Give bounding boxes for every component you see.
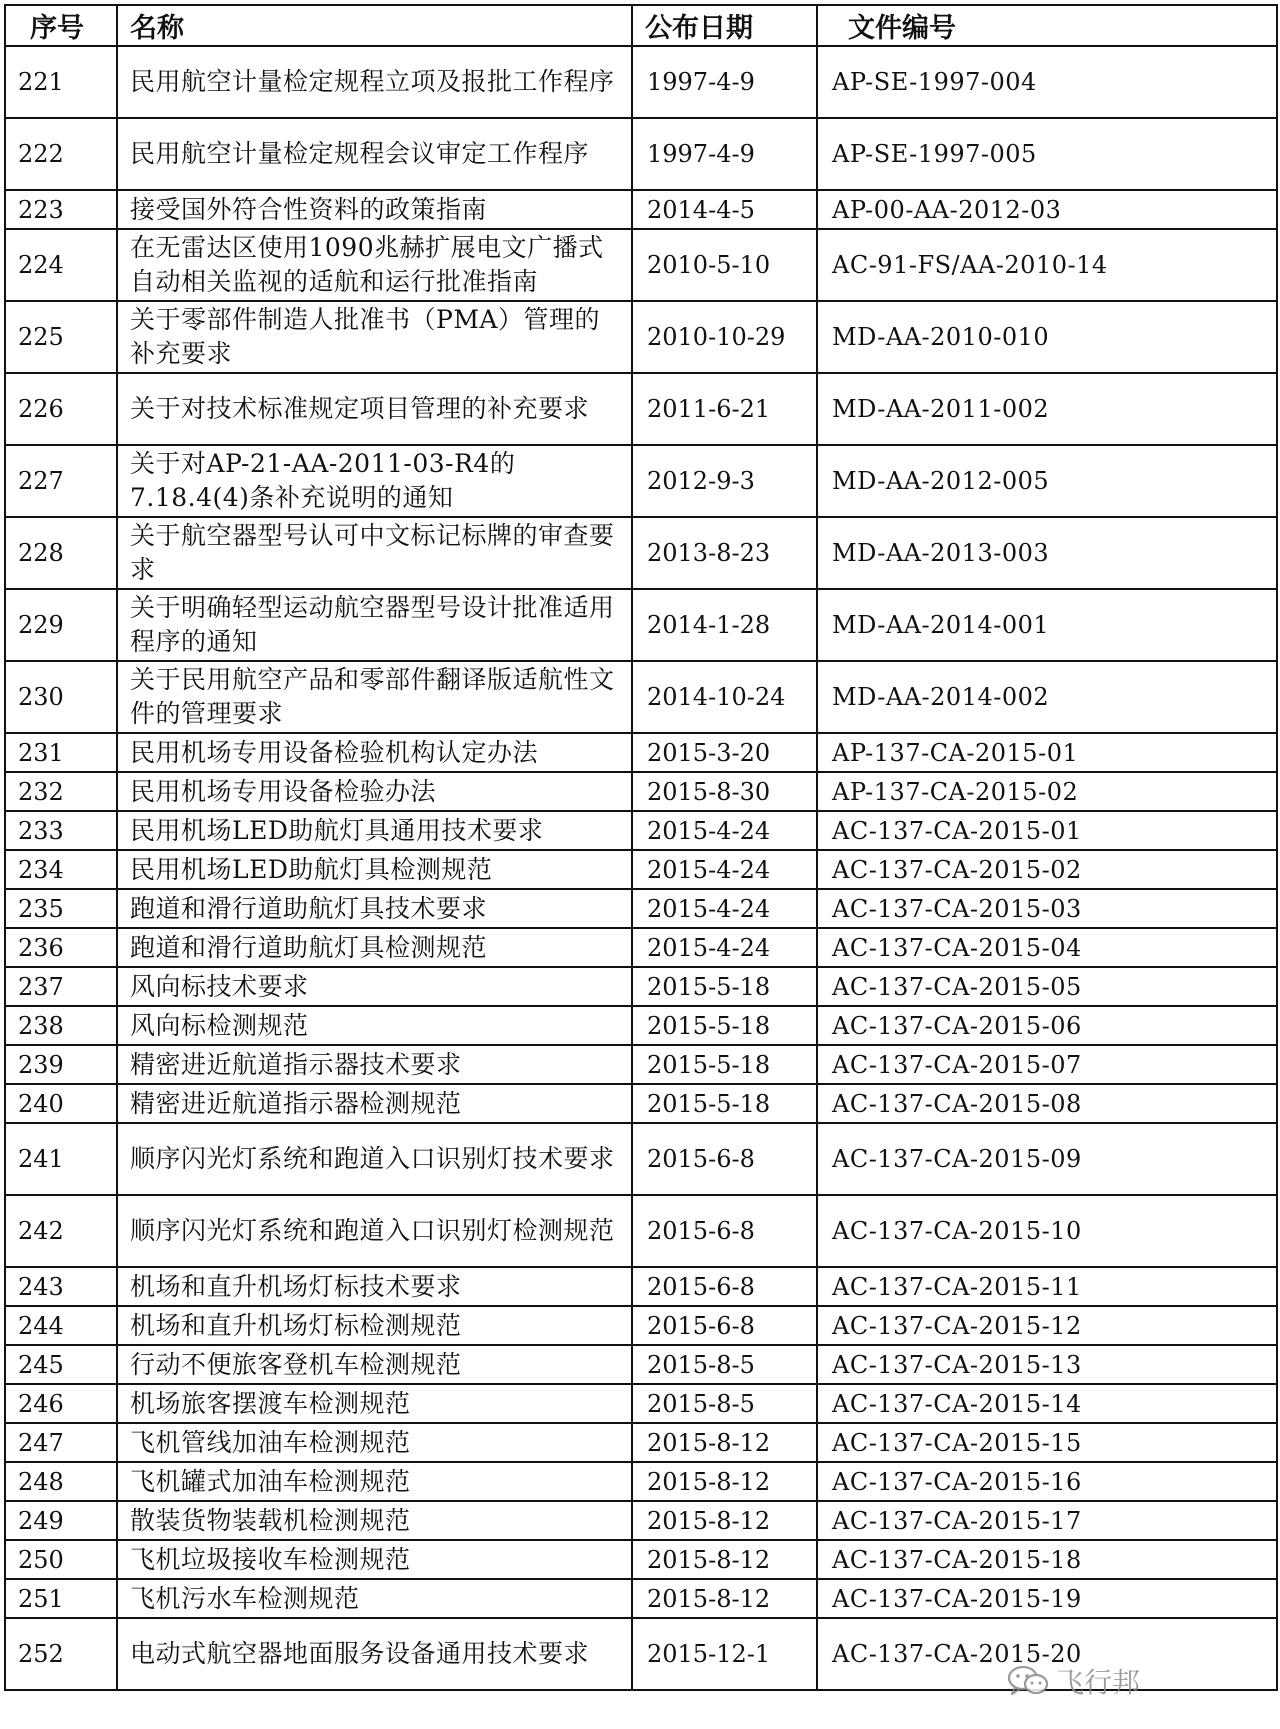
cell-name: 民用航空计量检定规程会议审定工作程序 <box>117 118 632 190</box>
watermark <box>1006 1661 1140 1701</box>
cell-name: 机场和直升机场灯标技术要求 <box>117 1267 632 1306</box>
table-row <box>5 967 1277 1006</box>
cell-serial-number: 230 <box>5 661 117 733</box>
cell-publish-date: 2012-9-3 <box>632 445 817 517</box>
cell-serial-number: 235 <box>5 889 117 928</box>
cell-name: 机场旅客摆渡车检测规范 <box>117 1384 632 1423</box>
cell-serial-number: 233 <box>5 811 117 850</box>
cell-document-number: AP-SE-1997-005 <box>817 118 1277 190</box>
table-row <box>5 889 1277 928</box>
header-name: 名称 <box>117 5 632 46</box>
table-row <box>5 1195 1277 1267</box>
cell-serial-number: 251 <box>5 1579 117 1618</box>
table-body <box>5 46 1277 1690</box>
table-row <box>5 1540 1277 1579</box>
cell-name: 风向标技术要求 <box>117 967 632 1006</box>
cell-name: 关于民用航空产品和零部件翻译版适航性文件的管理要求 <box>117 661 632 733</box>
cell-name: 民用航空计量检定规程立项及报批工作程序 <box>117 46 632 118</box>
cell-serial-number: 238 <box>5 1006 117 1045</box>
cell-serial-number: 228 <box>5 517 117 589</box>
cell-publish-date: 2015-4-24 <box>632 889 817 928</box>
table-row <box>5 517 1277 589</box>
cell-name: 关于航空器型号认可中文标记标牌的审查要求 <box>117 517 632 589</box>
cell-document-number: AC-137-CA-2015-08 <box>817 1084 1277 1123</box>
table-row <box>5 589 1277 661</box>
cell-name: 在无雷达区使用1090兆赫扩展电文广播式自动相关监视的适航和运行批准指南 <box>117 229 632 301</box>
cell-document-number: AC-137-CA-2015-10 <box>817 1195 1277 1267</box>
cell-publish-date: 2013-8-23 <box>632 517 817 589</box>
cell-document-number: AC-137-CA-2015-14 <box>817 1384 1277 1423</box>
cell-publish-date: 2015-12-1 <box>632 1618 817 1690</box>
cell-document-number: AP-137-CA-2015-02 <box>817 772 1277 811</box>
cell-document-number: MD-AA-2013-003 <box>817 517 1277 589</box>
cell-publish-date: 2015-8-12 <box>632 1540 817 1579</box>
cell-name: 顺序闪光灯系统和跑道入口识别灯检测规范 <box>117 1195 632 1267</box>
cell-document-number: AC-137-CA-2015-09 <box>817 1123 1277 1195</box>
cell-document-number: AC-137-CA-2015-18 <box>817 1540 1277 1579</box>
cell-name: 民用机场LED助航灯具通用技术要求 <box>117 811 632 850</box>
cell-publish-date: 2015-8-5 <box>632 1384 817 1423</box>
cell-name: 飞机管线加油车检测规范 <box>117 1423 632 1462</box>
cell-publish-date: 2015-8-30 <box>632 772 817 811</box>
cell-serial-number: 225 <box>5 301 117 373</box>
cell-serial-number: 236 <box>5 928 117 967</box>
table-row <box>5 850 1277 889</box>
cell-name: 精密进近航道指示器检测规范 <box>117 1084 632 1123</box>
table-row <box>5 928 1277 967</box>
cell-name: 关于对技术标准规定项目管理的补充要求 <box>117 373 632 445</box>
cell-serial-number: 249 <box>5 1501 117 1540</box>
table-row <box>5 1123 1277 1195</box>
header-serial-number: 序号 <box>5 5 117 46</box>
cell-serial-number: 241 <box>5 1123 117 1195</box>
cell-document-number: AC-137-CA-2015-01 <box>817 811 1277 850</box>
cell-publish-date: 2015-8-12 <box>632 1579 817 1618</box>
cell-document-number: AP-00-AA-2012-03 <box>817 190 1277 229</box>
cell-publish-date: 2015-5-18 <box>632 967 817 1006</box>
wechat-chat-bubble-icon <box>1006 1663 1050 1699</box>
cell-name: 风向标检测规范 <box>117 1006 632 1045</box>
document-page <box>4 4 1276 1691</box>
cell-document-number: AC-137-CA-2015-17 <box>817 1501 1277 1540</box>
cell-serial-number: 237 <box>5 967 117 1006</box>
cell-document-number: AC-137-CA-2015-07 <box>817 1045 1277 1084</box>
cell-publish-date: 2015-4-24 <box>632 928 817 967</box>
table-row <box>5 373 1277 445</box>
cell-name: 散装货物装载机检测规范 <box>117 1501 632 1540</box>
cell-name: 行动不便旅客登机车检测规范 <box>117 1345 632 1384</box>
table-row <box>5 1306 1277 1345</box>
cell-serial-number: 243 <box>5 1267 117 1306</box>
cell-publish-date: 1997-4-9 <box>632 46 817 118</box>
cell-document-number: AC-91-FS/AA-2010-14 <box>817 229 1277 301</box>
cell-document-number: AC-137-CA-2015-19 <box>817 1579 1277 1618</box>
cell-publish-date: 2015-8-12 <box>632 1462 817 1501</box>
cell-publish-date: 2015-6-8 <box>632 1195 817 1267</box>
cell-name: 飞机罐式加油车检测规范 <box>117 1462 632 1501</box>
cell-publish-date: 2015-5-18 <box>632 1084 817 1123</box>
table-row <box>5 1579 1277 1618</box>
table-row <box>5 772 1277 811</box>
cell-publish-date: 2011-6-21 <box>632 373 817 445</box>
table-row <box>5 301 1277 373</box>
cell-publish-date: 2010-10-29 <box>632 301 817 373</box>
table-row <box>5 1045 1277 1084</box>
cell-serial-number: 234 <box>5 850 117 889</box>
cell-serial-number: 242 <box>5 1195 117 1267</box>
cell-name: 电动式航空器地面服务设备通用技术要求 <box>117 1618 632 1690</box>
cell-name: 接受国外符合性资料的政策指南 <box>117 190 632 229</box>
cell-serial-number: 229 <box>5 589 117 661</box>
header-row <box>5 5 1277 46</box>
regulations-table <box>4 4 1278 1691</box>
cell-name: 飞机污水车检测规范 <box>117 1579 632 1618</box>
cell-publish-date: 1997-4-9 <box>632 118 817 190</box>
table-row <box>5 1462 1277 1501</box>
cell-publish-date: 2014-10-24 <box>632 661 817 733</box>
cell-serial-number: 248 <box>5 1462 117 1501</box>
cell-document-number: AC-137-CA-2015-05 <box>817 967 1277 1006</box>
cell-publish-date: 2015-8-12 <box>632 1423 817 1462</box>
header-publish-date: 公布日期 <box>632 5 817 46</box>
cell-publish-date: 2015-8-5 <box>632 1345 817 1384</box>
table-row <box>5 229 1277 301</box>
cell-serial-number: 239 <box>5 1045 117 1084</box>
cell-publish-date: 2010-5-10 <box>632 229 817 301</box>
cell-serial-number: 252 <box>5 1618 117 1690</box>
cell-serial-number: 222 <box>5 118 117 190</box>
cell-publish-date: 2015-4-24 <box>632 811 817 850</box>
cell-serial-number: 247 <box>5 1423 117 1462</box>
cell-publish-date: 2015-8-12 <box>632 1501 817 1540</box>
cell-serial-number: 240 <box>5 1084 117 1123</box>
cell-name: 跑道和滑行道助航灯具技术要求 <box>117 889 632 928</box>
cell-serial-number: 231 <box>5 733 117 772</box>
cell-serial-number: 232 <box>5 772 117 811</box>
table-row <box>5 1345 1277 1384</box>
cell-document-number: AC-137-CA-2015-02 <box>817 850 1277 889</box>
cell-publish-date: 2014-1-28 <box>632 589 817 661</box>
cell-name: 民用机场专用设备检验办法 <box>117 772 632 811</box>
cell-publish-date: 2015-5-18 <box>632 1045 817 1084</box>
cell-document-number: MD-AA-2012-005 <box>817 445 1277 517</box>
cell-publish-date: 2014-4-5 <box>632 190 817 229</box>
table-row <box>5 1267 1277 1306</box>
cell-name: 关于明确轻型运动航空器型号设计批准适用程序的通知 <box>117 589 632 661</box>
cell-publish-date: 2015-6-8 <box>632 1123 817 1195</box>
cell-name: 跑道和滑行道助航灯具检测规范 <box>117 928 632 967</box>
header-document-number: 文件编号 <box>817 5 1277 46</box>
cell-serial-number: 244 <box>5 1306 117 1345</box>
table-row <box>5 733 1277 772</box>
cell-serial-number: 223 <box>5 190 117 229</box>
cell-name: 飞机垃圾接收车检测规范 <box>117 1540 632 1579</box>
cell-name: 机场和直升机场灯标检测规范 <box>117 1306 632 1345</box>
table-row <box>5 190 1277 229</box>
cell-publish-date: 2015-6-8 <box>632 1267 817 1306</box>
table-row <box>5 1006 1277 1045</box>
cell-name: 关于零部件制造人批准书（PMA）管理的补充要求 <box>117 301 632 373</box>
cell-serial-number: 250 <box>5 1540 117 1579</box>
cell-document-number: AC-137-CA-2015-04 <box>817 928 1277 967</box>
cell-document-number: AP-137-CA-2015-01 <box>817 733 1277 772</box>
cell-document-number: MD-AA-2011-002 <box>817 373 1277 445</box>
cell-document-number: AC-137-CA-2015-11 <box>817 1267 1277 1306</box>
cell-serial-number: 227 <box>5 445 117 517</box>
table-row <box>5 811 1277 850</box>
cell-serial-number: 221 <box>5 46 117 118</box>
cell-serial-number: 246 <box>5 1384 117 1423</box>
cell-publish-date: 2015-6-8 <box>632 1306 817 1345</box>
cell-document-number: AC-137-CA-2015-03 <box>817 889 1277 928</box>
watermark-text: 飞行邦 <box>1055 1666 1140 1699</box>
cell-name: 顺序闪光灯系统和跑道入口识别灯技术要求 <box>117 1123 632 1195</box>
cell-publish-date: 2015-5-18 <box>632 1006 817 1045</box>
cell-document-number: AC-137-CA-2015-13 <box>817 1345 1277 1384</box>
table-row <box>5 445 1277 517</box>
table-row <box>5 46 1277 118</box>
table-row <box>5 118 1277 190</box>
cell-serial-number: 226 <box>5 373 117 445</box>
cell-name: 精密进近航道指示器技术要求 <box>117 1045 632 1084</box>
table-row <box>5 1501 1277 1540</box>
table-row <box>5 1084 1277 1123</box>
cell-serial-number: 224 <box>5 229 117 301</box>
cell-serial-number: 245 <box>5 1345 117 1384</box>
table-row <box>5 1423 1277 1462</box>
cell-name: 关于对AP-21-AA-2011-03-R4的7.18.4(4)条补充说明的通知 <box>117 445 632 517</box>
cell-document-number: MD-AA-2010-010 <box>817 301 1277 373</box>
cell-document-number: AC-137-CA-2015-06 <box>817 1006 1277 1045</box>
cell-name: 民用机场专用设备检验机构认定办法 <box>117 733 632 772</box>
cell-document-number: AC-137-CA-2015-15 <box>817 1423 1277 1462</box>
cell-document-number: AC-137-CA-2015-20 <box>817 1618 1277 1690</box>
cell-document-number: MD-AA-2014-002 <box>817 661 1277 733</box>
cell-document-number: AC-137-CA-2015-12 <box>817 1306 1277 1345</box>
cell-document-number: AC-137-CA-2015-16 <box>817 1462 1277 1501</box>
cell-document-number: AP-SE-1997-004 <box>817 46 1277 118</box>
table-row <box>5 1384 1277 1423</box>
cell-publish-date: 2015-3-20 <box>632 733 817 772</box>
table-header <box>5 5 1277 46</box>
cell-publish-date: 2015-4-24 <box>632 850 817 889</box>
cell-document-number: MD-AA-2014-001 <box>817 589 1277 661</box>
cell-name: 民用机场LED助航灯具检测规范 <box>117 850 632 889</box>
table-row <box>5 661 1277 733</box>
